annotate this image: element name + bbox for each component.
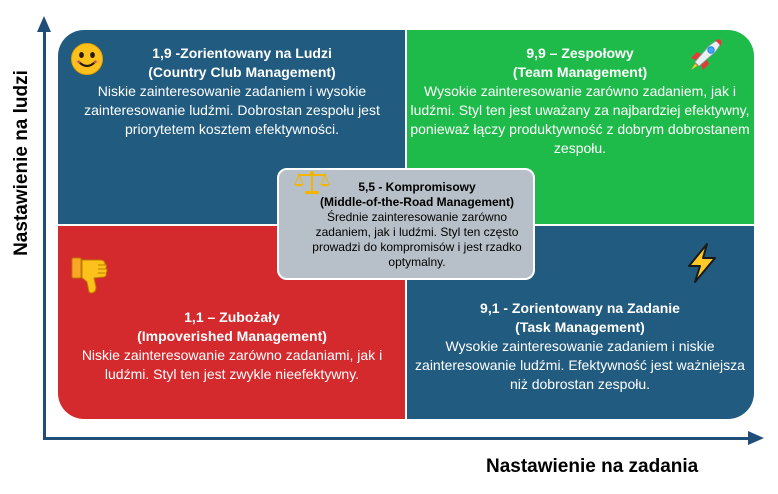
quadrant-subtitle: (Task Management) <box>515 319 645 335</box>
y-axis-line <box>43 30 46 440</box>
x-axis-arrow <box>748 431 764 445</box>
quadrant-text <box>62 308 402 384</box>
center-description: Średnie zainteresowanie zarówno zadaniem, jak i ludźmi. Styl ten często prowadzi do kompromisów i jest rzadko optymalny. <box>312 210 522 269</box>
quadrant-subtitle: (Impoverished Management) <box>137 328 327 344</box>
x-axis-line <box>43 437 749 440</box>
y-axis-label: Nastawienie na ludzi <box>11 70 32 256</box>
quadrant-text <box>410 299 750 394</box>
center-subtitle: (Middle-of-the-Road Management) <box>320 195 514 209</box>
lightning-icon <box>683 243 721 283</box>
quadrant-title: 9,9 – Zespołowy <box>526 45 634 61</box>
x-axis-label: Nastawienie na zadania <box>486 456 699 477</box>
center-compromise-box <box>277 168 535 280</box>
quadrant-subtitle: (Country Club Management) <box>148 64 336 80</box>
quadrant-description: Wysokie zainteresowanie zadaniem i niskie zainteresowanie ludźmi. Efektywność jest ważniejsza niż dobrostan zespołu. <box>415 338 745 392</box>
rocket-icon <box>685 36 725 76</box>
y-axis-arrow <box>37 16 51 32</box>
center-text <box>307 180 527 270</box>
quadrant-title: 1,1 – Zubożały <box>184 309 280 325</box>
center-title: 5,5 - Kompromisowy <box>358 180 476 194</box>
smile-icon <box>70 42 104 76</box>
quadrant-description: Wysokie zainteresowanie zarówno zadaniem, jak i ludźmi. Styl ten jest uważany za najbardziej efektywny, ponieważ łączy produktywność z dobrym dobrostanem zespołu. <box>410 83 750 156</box>
quadrant-title: 9,1 - Zorientowany na Zadanie <box>480 300 680 316</box>
quadrant-subtitle: (Team Management) <box>512 64 648 80</box>
quadrant-text <box>66 44 398 139</box>
quadrant-description: Niskie zainteresowanie zadaniem i wysokie zainteresowanie ludźmi. Dobrostan zespołu jest priorytetem kosztem efektywności. <box>84 83 380 137</box>
quadrant-title: 1,9 -Zorientowany na Ludzi <box>152 45 332 61</box>
thumbs-down-icon <box>70 255 110 297</box>
quadrant-description: Niskie zainteresowanie zarówno zadaniami, jak i ludźmi. Styl ten jest zwykle nieefektywny. <box>81 347 383 382</box>
